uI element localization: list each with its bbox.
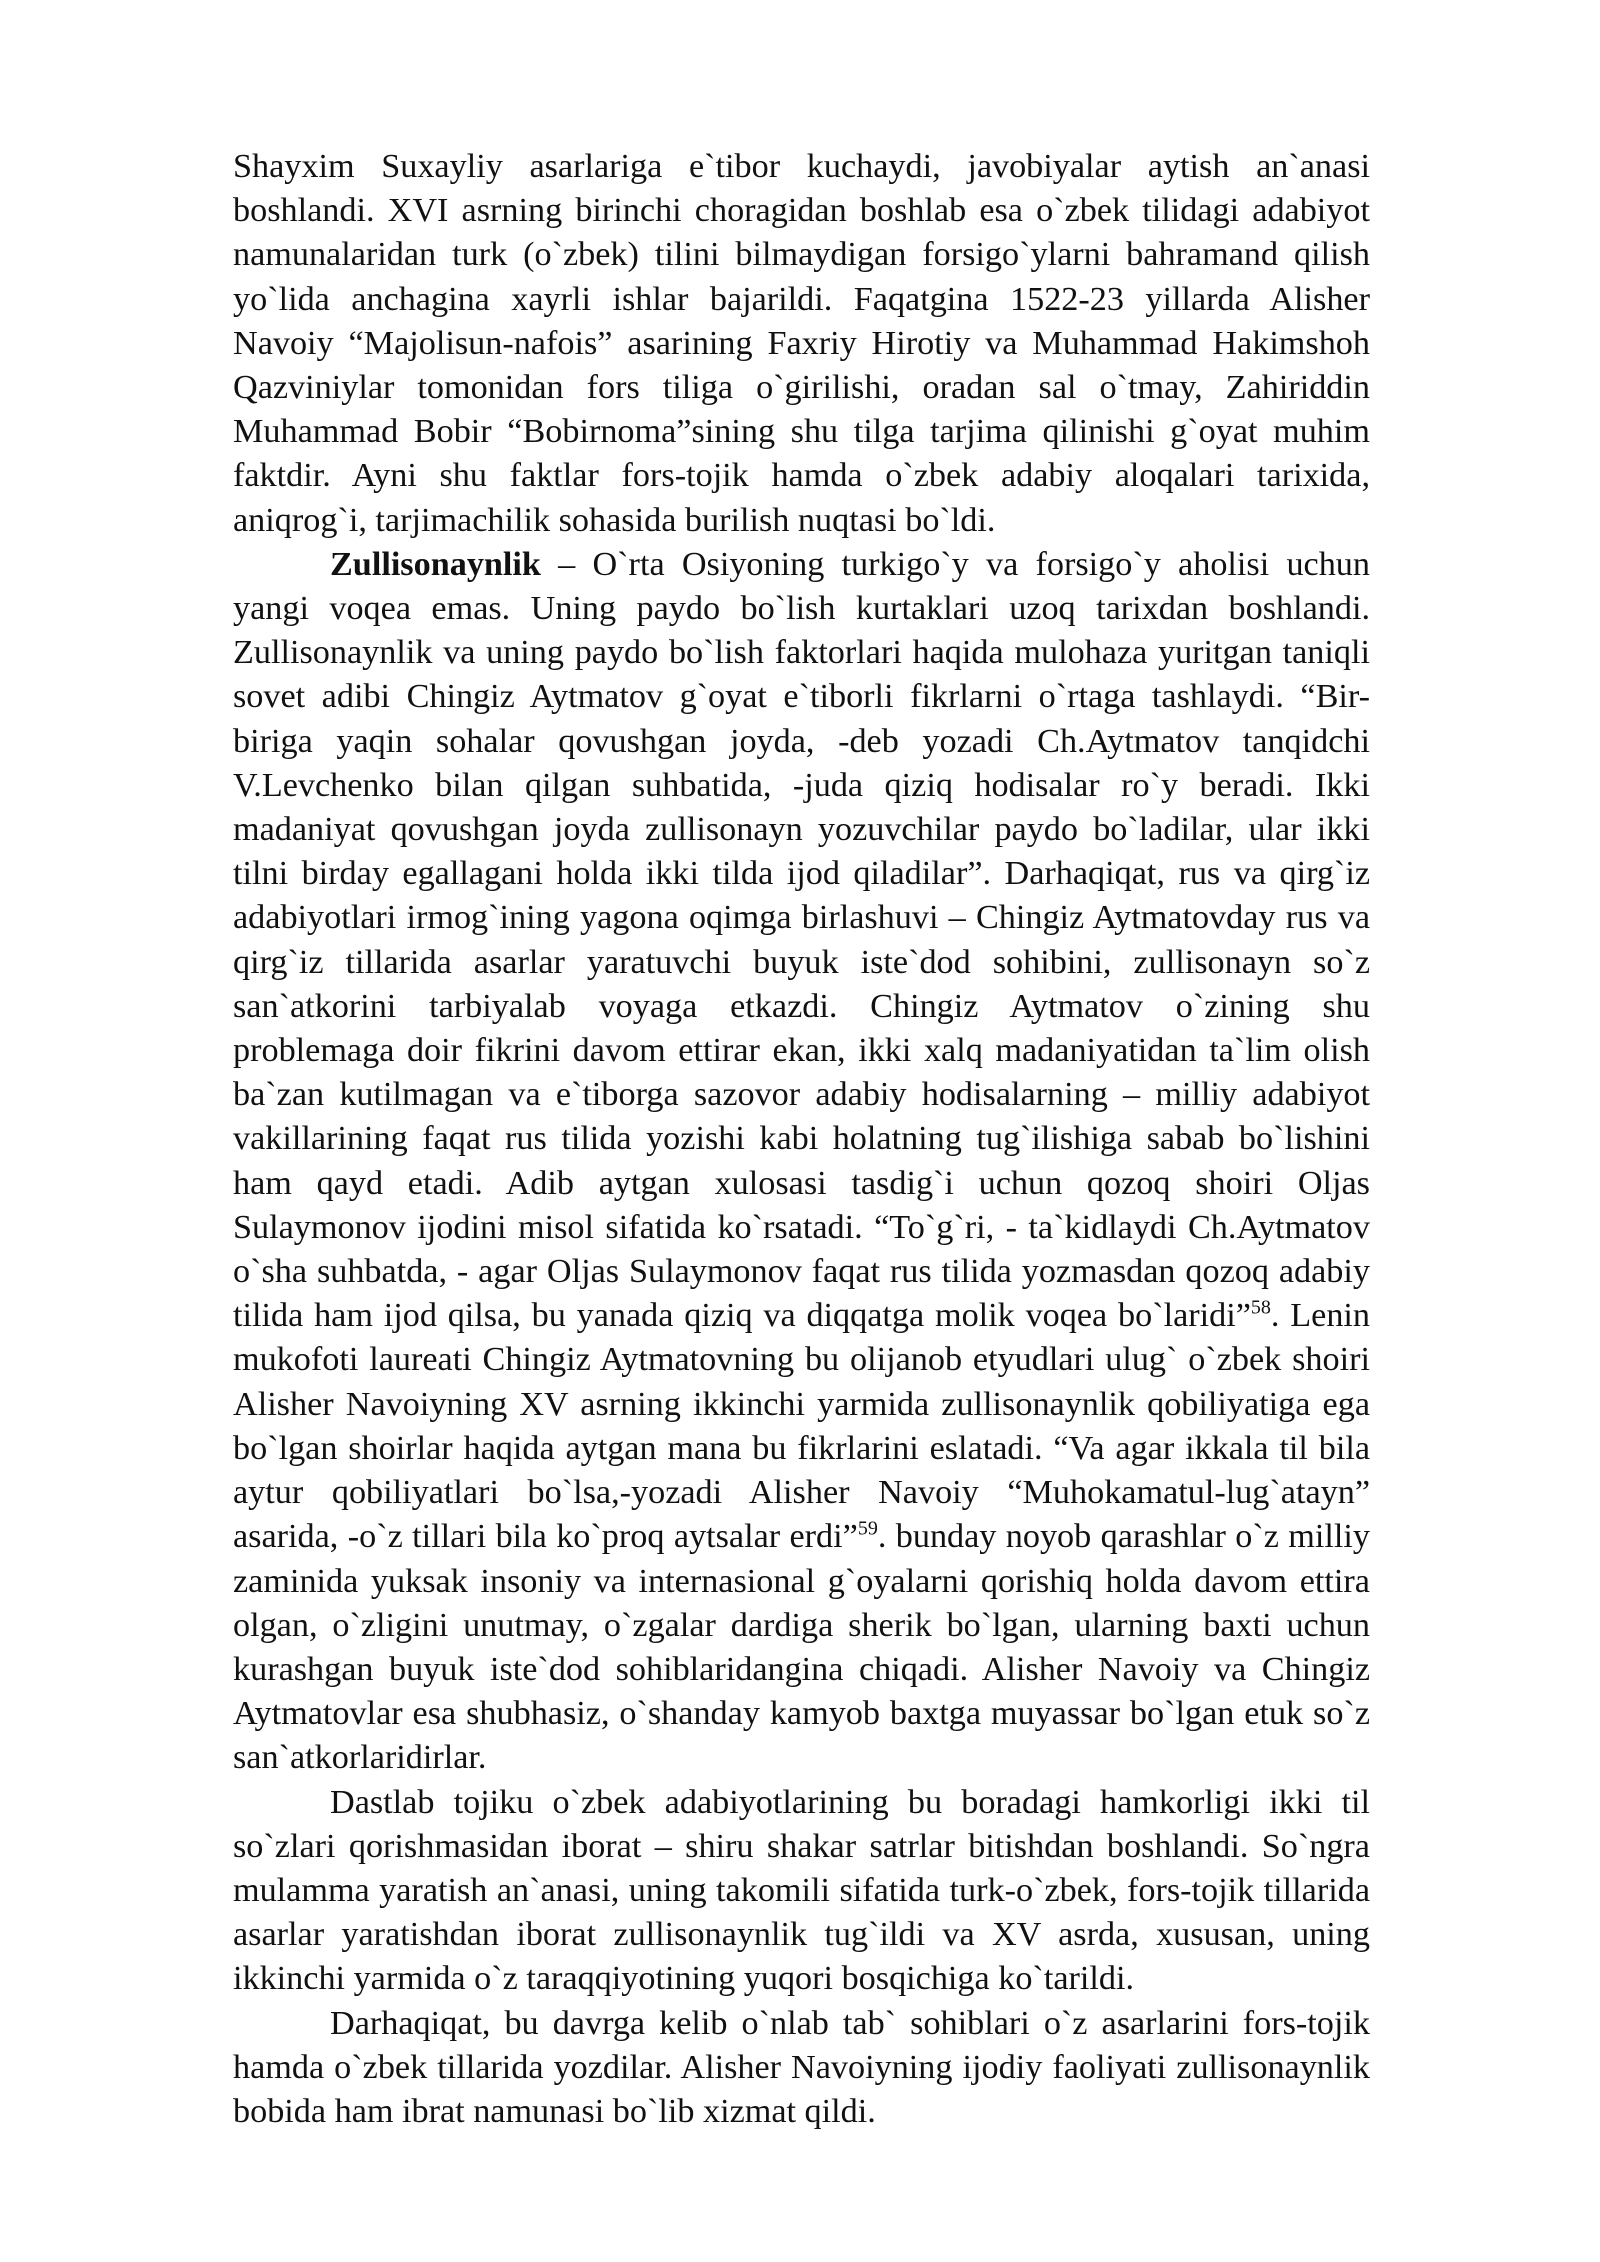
paragraph-2-text-b: . Lenin mukofoti laureati Chingiz Aytmatovning bu olijanob etyudlari ulug` o`zbek shoiri Alisher Navoiyning XV asrning ikkinchi yarmida zullisonaynlik qobiliyatiga ega bo`lgan shoirlar haqida aytgan mana bu fikrlarini eslatadi. “Va agar ikkala til bila aytur qobiliyatlari bo`lsa,-yozadi Alisher Navoiy “Muhokamatul-lug`atayn” asarida, -o`z tillari bila ko`proq aytsalar erdi”: [233, 1297, 1370, 1556]
footnote-ref-59[interactable]: 59: [857, 1517, 878, 1540]
paragraph-4-text: Darhaqiqat, bu davrga kelib o`nlab tab` sohiblari o`z asarlarini fors-tojik hamda o`zbek tillarida yozdilar. Alisher Navoiyning ijodiy faoliyati zullisonaynlik bobida ham ibrat namunasi bo`lib xizmat qildi.: [233, 2004, 1370, 2130]
document-page: [233, 145, 1370, 2134]
footnote-ref-58[interactable]: 58: [1250, 1296, 1271, 1319]
paragraph-3-text: Dastlab tojiku o`zbek adabiyotlarining bu boradagi hamkorligi ikki til so`zlari qorishmasidan iborat – shiru shakar satrlar bitishdan boshlandi. So`ngra mulamma yaratish an`anasi, uning takomili sifatida turk-o`zbek, fors-tojik tillarida asarlar yaratishdan iborat zullisonaynlik tug`ildi va XV asrda, xususan, uning ikkinchi yarmida o`z taraqqiyotining yuqori bosqichiga ko`tarildi.: [233, 1783, 1370, 1998]
paragraph-1: [233, 145, 1370, 543]
term-zullisonaynlik: Zullisonaynlik: [330, 545, 541, 583]
paragraph-3: [233, 1781, 1370, 2002]
paragraph-1-text: Shayxim Suxayliy asarlariga e`tibor kuchaydi, javobiyalar aytish an`anasi boshlandi. XVI asrning birinchi choragidan boshlab esa o`zbek tilidagi adabiyot namunalaridan turk (o`zbek) tilini bilmaydigan forsigo`ylarni bahramand qilish yo`lida anchagina xayrli ishlar bajarildi. Faqatgina 1522-23 yillarda Alisher Navoiy “Majolisun-nafois” asarining Faxriy Hirotiy va Muhammad Hakimshoh Qazviniylar tomonidan fors tiliga o`girilishi, oradan sal o`tmay, Zahiriddin Muhammad Bobir “Bobirnoma”sining shu tilga tarjima qilinishi g`oyat muhim faktdir. Ayni shu faktlar fors-tojik hamda o`zbek adabiy aloqalari tarixida, aniqrog`i, tarjimachilik sohasida burilish nuqtasi bo`ldi.: [233, 148, 1370, 539]
paragraph-2-text-c: . bunday noyob qarashlar o`z milliy zaminida yuksak insoniy va internasional g`oyalarni qorishiq holda davom ettira olgan, o`zligini unutmay, o`zgalar dardiga sherik bo`lgan, ularning baxti uchun kurashgan buyuk iste`dod sohiblaridangina chiqadi. Alisher Navoiy va Chingiz Aytmatovlar esa shubhasiz, o`shanday kamyob baxtga muyassar bo`lgan etuk so`z san`atkorlaridirlar.: [233, 1518, 1370, 1777]
paragraph-2: [233, 543, 1370, 1781]
paragraph-4: [233, 2002, 1370, 2135]
paragraph-2-text-a: – O`rta Osiyoning turkigo`y va forsigo`y aholisi uchun yangi voqea emas. Uning paydo bo`lish kurtaklari uzoq tarixdan boshlandi. Zullisonaynlik va uning paydo bo`lish faktorlari haqida mulohaza yuritgan taniqli sovet adibi Chingiz Aytmatov g`oyat e`tiborli fikrlarni o`rtaga tashlaydi. “Bir-biriga yaqin sohalar qovushgan joyda, -deb yozadi Ch.Aytmatov tanqidchi V.Levchenko bilan qilgan suhbatida, -juda qiziq hodisalar ro`y beradi. Ikki madaniyat qovushgan joyda zullisonayn yozuvchilar paydo bo`ladilar, ular ikki tilni birday egallagani holda ikki tilda ijod qiladilar”. Darhaqiqat, rus va qirg`iz adabiyotlari irmog`ining yagona oqimga birlashuvi – Chingiz Aytmatovday rus va qirg`iz tillarida asarlar yaratuvchi buyuk iste`dod sohibini, zullisonayn so`z san`atkorini tarbiyalab voyaga etkazdi. Chingiz Aytmatov o`zining shu problemaga doir fikrini davom ettirar ekan, ikki xalq madaniyatidan ta`lim olish ba`zan kutilmagan va e`tiborga sazovor adabiy hodisalarning – milliy adabiyot vakillarining faqat rus tilida yozishi kabi holatning tug`ilishiga sabab bo`lishini ham qayd etadi. Adib aytgan xulosasi tasdig`i uchun qozoq shoiri Oljas Sulaymonov ijodini misol sifatida ko`rsatadi. “To`g`ri, - ta`kidlaydi Ch.Aytmatov o`sha suhbatda, - agar Oljas Sulaymonov faqat rus tilida yozmasdan qozoq adabiy tilida ham ijod qilsa, bu yanada qiziq va diqqatga molik voqea bo`laridi”: [233, 545, 1370, 1335]
